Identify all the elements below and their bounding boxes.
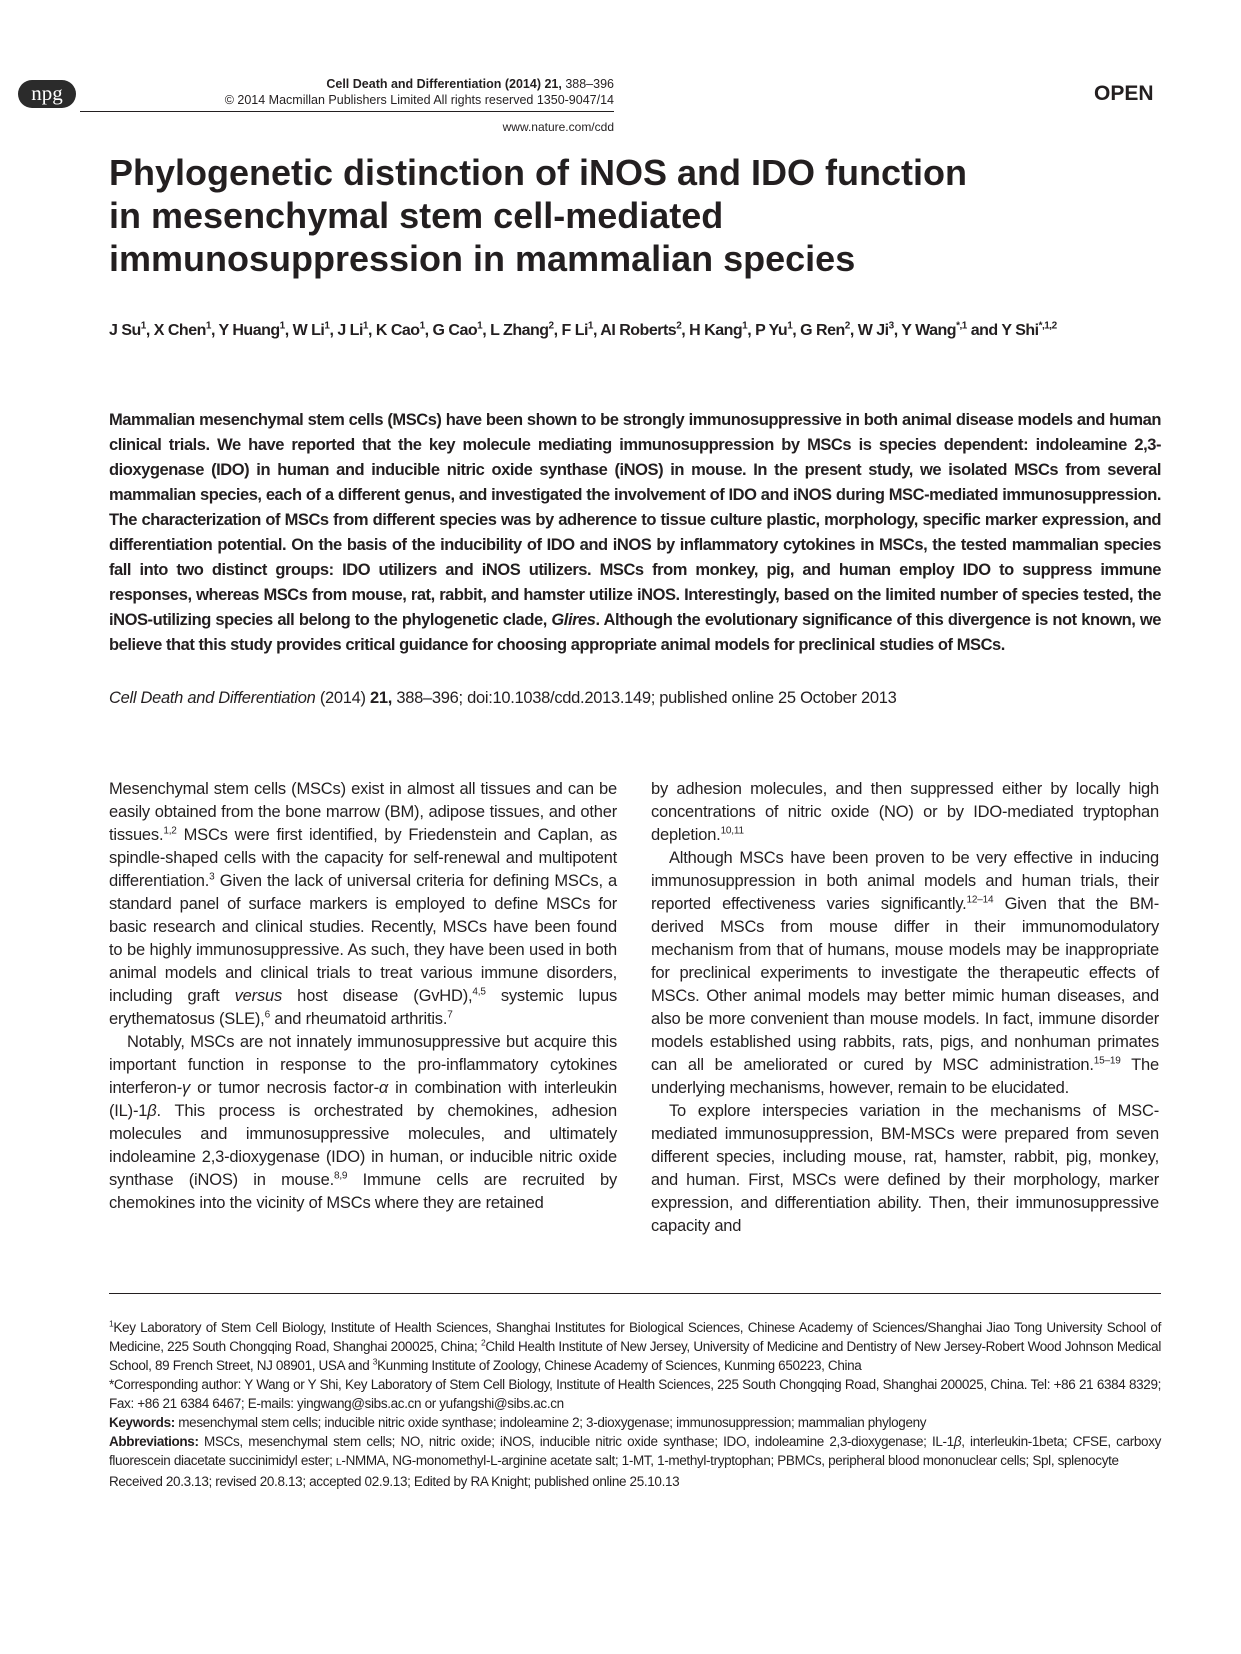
abstract-italic-term: Glires bbox=[551, 611, 596, 629]
author-affiliation-marker: 1 bbox=[587, 320, 593, 332]
italic-term: versus bbox=[234, 987, 283, 1005]
received-dates: Received 20.3.13; revised 20.8.13; accepted 02.9.13; Edited by RA Knight; published online 25.10.13 bbox=[109, 1474, 680, 1489]
author-name: G Ren bbox=[800, 322, 845, 339]
small-caps-letter: L bbox=[335, 1456, 342, 1468]
author-name: F Li bbox=[561, 322, 588, 339]
author-name: K Cao bbox=[375, 322, 420, 339]
affiliation-text: Child Health Institute of New Jersey, University of Medicine and Dentistry of New Jersey-Robert Wood Johnson Medical School, 89 French Street, NJ 08901, USA and bbox=[109, 1339, 1161, 1373]
abstract-text-end: . Although the evolutionary significance of this divergence is not known, we believe that this study provides critical guidance for choosing appropriate animal models for preclinical studies of MSCs. bbox=[109, 611, 1161, 654]
footnote-rule bbox=[109, 1293, 1161, 1294]
text-run: To explore interspecies variation in the mechanisms of MSC-mediated immunosuppression, BM-MSCs were prepared from seven different species, including mouse, rat, hamster, rabbit, pig, monkey, and human. First, MSCs were defined by their morphology, marker expression, and differentiation ability. Then, their immunosuppressive capacity and bbox=[651, 1102, 1159, 1235]
greek-symbol: β bbox=[147, 1102, 157, 1120]
body-column-left bbox=[109, 778, 617, 1215]
author-affiliation-marker: 1 bbox=[419, 320, 425, 332]
text-run: Although MSCs have been proven to be very effective in inducing immunosuppression in both animal models and human trials, their reported effectiveness varies significantly. bbox=[651, 849, 1159, 913]
title-line-3: immunosuppression in mammalian species bbox=[109, 238, 856, 279]
author-conjunction: and bbox=[966, 322, 1002, 339]
abbreviations-text: MSCs, mesenchymal stem cells; NO, nitric oxide; iNOS, inducible nitric oxide synthase; IDO, indoleamine 2,3-dioxygenase; IL-1 bbox=[198, 1434, 954, 1449]
reference-superscript[interactable]: 4,5 bbox=[472, 986, 486, 998]
abbreviations-label: Abbreviations: bbox=[109, 1434, 199, 1449]
body-paragraph bbox=[109, 1031, 617, 1215]
title-line-2: in mesenchymal stem cell-mediated bbox=[109, 195, 724, 236]
corresponding-author: *Corresponding author: Y Wang or Y Shi, Key Laboratory of Stem Cell Biology, Institute of Health Sciences, 225 South Chongqing Road, Shanghai 200025, China. Tel: +86 21 6384 8329; Fax: +86 21 6384 6467; E-mails: yingwang@sibs.ac.cn or yufangshi@sibs.ac.cn bbox=[109, 1377, 1161, 1411]
author-name: W Ji bbox=[857, 322, 889, 339]
keywords bbox=[109, 1413, 1161, 1432]
header-rule bbox=[80, 111, 614, 112]
author-affiliation-marker: 1 bbox=[787, 320, 793, 332]
affiliation-text: Key Laboratory of Stem Cell Biology, Institute of Health Sciences, Shanghai Institutes for Biological Sciences, Chinese Academy of Sciences/Shanghai Jiao Tong University School of Medicine, 225 South Chongqing Road, Shanghai 200025, China; bbox=[109, 1320, 1161, 1354]
text-run: MSCs were first identified, by Friedenstein and Caplan, as spindle-shaped cells with the capacity for self-renewal and multipotent differentiation. bbox=[109, 826, 617, 890]
author-name: P Yu bbox=[755, 322, 788, 339]
text-run: Given that the BM-derived MSCs from mouse differ in their immunomodulatory mechanism from that of humans, mouse models may be inappropriate for preclinical experiments to investigate the therapeutic effects of MSCs. Other animal models may better mimic human diseases, and also be more convenient than mouse models. In fact, immune disorder models established using rabbits, rats, pigs, and nonhuman primates can all be ameliorated or cured by MSC administration. bbox=[651, 895, 1159, 1074]
author-affiliation-marker: 1 bbox=[362, 320, 368, 332]
author-affiliation-marker: 1 bbox=[477, 320, 483, 332]
footnotes bbox=[109, 1318, 1161, 1491]
citation-journal: Cell Death and Differentiation bbox=[109, 689, 316, 707]
greek-symbol: β bbox=[953, 1434, 962, 1449]
journal-citation-line bbox=[225, 76, 614, 92]
keywords-text: mesenchymal stem cells; inducible nitric oxide synthase; indoleamine 2; 3-dioxygenase; immunosuppression; mammalian phylogeny bbox=[174, 1415, 927, 1430]
article-citation bbox=[109, 686, 1161, 710]
reference-superscript[interactable]: 15–19 bbox=[1093, 1055, 1121, 1067]
title-line-1: Phylogenetic distinction of iNOS and IDO function bbox=[109, 152, 968, 193]
journal-header bbox=[225, 76, 614, 108]
article-title bbox=[109, 151, 1109, 280]
body-paragraph bbox=[651, 847, 1159, 1100]
author-affiliation-marker: 2 bbox=[548, 320, 554, 332]
body-paragraph bbox=[651, 1100, 1159, 1238]
author-name: G Cao bbox=[432, 322, 478, 339]
npg-logo bbox=[18, 80, 76, 108]
author-list: J Su$^1$, X Chen$^1$, Y Huang$^1$, W Li$^1$, J Li$^1$, K Cao$^1$, G Cao$^1$, L Zhang$^2$, F Li$^1$, AI Roberts$^2$, H Kang$^1$, P Yu$^1$, G Ren$^2$, W Ji$^3$, Y Wang$^{*,1}$ and Y Shi$^{*,1,2}$ bbox=[109, 320, 1057, 339]
author-name: Y Huang bbox=[218, 322, 280, 339]
text-run: Immune cells are recruited by chemokines into the vicinity of MSCs where they are retained bbox=[109, 1171, 617, 1212]
author-affiliation-marker: 2 bbox=[844, 320, 850, 332]
abbreviations-text: , interleukin-1beta; CFSE, carboxy fluorescein diacetate succinimidyl ester; bbox=[109, 1434, 1162, 1468]
body-paragraph bbox=[651, 778, 1159, 847]
author-name: J Li bbox=[337, 322, 363, 339]
text-run: in combination with interleukin (IL)-1 bbox=[109, 1079, 617, 1120]
greek-symbol: α bbox=[378, 1079, 389, 1097]
author-affiliation-marker: 1 bbox=[205, 320, 211, 332]
author-name: X Chen bbox=[153, 322, 206, 339]
body-column-right bbox=[651, 778, 1159, 1238]
abbreviations bbox=[109, 1432, 1161, 1472]
author-affiliation-marker: 1 bbox=[324, 320, 330, 332]
author-affiliation-marker: 1 bbox=[140, 320, 146, 332]
body-paragraph bbox=[109, 778, 617, 1031]
text-run: The underlying mechanisms, however, remain to be elucidated. bbox=[651, 1056, 1159, 1097]
affiliation-marker: 1 bbox=[109, 1318, 114, 1329]
author-name: L Zhang bbox=[490, 322, 549, 339]
author-name: Y Shi bbox=[1001, 322, 1039, 339]
reference-superscript[interactable]: 10,11 bbox=[720, 825, 744, 837]
abstract-text: Mammalian mesenchymal stem cells (MSCs) have been shown to be strongly immunosuppressive in both animal disease models and human clinical trials. We have reported that the key molecule mediating immunosuppression by MSCs is species dependent: indoleamine 2,3-dioxygenase (IDO) in human and inducible nitric oxide synthase (iNOS) in mouse. In the present study, we isolated MSCs from several mammalian species, each of a different genus, and investigated the involvement of IDO and iNOS during MSC-mediated immunosuppression. The characterization of MSCs from different species was by adherence to tissue culture plastic, morphology, specific marker expression, and differentiation potential. On the basis of the inducibility of IDO and iNOS by inflammatory cytokines in MSCs, the tested mammalian species fall into two distinct groups: IDO utilizers and iNOS utilizers. MSCs from monkey, pig, and human employ IDO to suppress immune responses, whereas MSCs from mouse, rat, rabbit, and hamster utilize iNOS. Interestingly, based on the limited number of species tested, the iNOS-utilizing species all belong to the phylogenetic clade, bbox=[109, 411, 1161, 629]
open-access-label: OPEN bbox=[1094, 82, 1154, 105]
abstract bbox=[109, 408, 1161, 658]
text-run: . This process is orchestrated by chemokines, adhesion molecules and immunosuppressive molecules, and ultimately indoleamine 2,3-dioxygenase (IDO) in human, or inducible nitric oxide synthase (iNOS) in mouse. bbox=[109, 1102, 617, 1189]
keywords-label: Keywords: bbox=[109, 1415, 175, 1430]
author-name: J Su bbox=[109, 322, 141, 339]
reference-superscript[interactable]: 6 bbox=[264, 1009, 270, 1021]
author-affiliation-marker: *,1 bbox=[956, 320, 967, 332]
reference-superscript[interactable]: 1,2 bbox=[163, 825, 177, 837]
reference-superscript[interactable]: 7 bbox=[447, 1009, 453, 1021]
text-run: or tumor necrosis factor- bbox=[190, 1079, 379, 1097]
greek-symbol: γ bbox=[182, 1079, 191, 1097]
author-affiliation-marker: 1 bbox=[742, 320, 748, 332]
text-run: host disease (GvHD), bbox=[282, 987, 473, 1005]
copyright-line: © 2014 Macmillan Publishers Limited All rights reserved 1350-9047/14 bbox=[224, 93, 614, 107]
author-affiliation-marker: 3 bbox=[888, 320, 894, 332]
citation-year: (2014) bbox=[319, 689, 366, 707]
author-name: H Kang bbox=[689, 322, 743, 339]
logo-text: npg bbox=[31, 81, 63, 105]
affiliation-marker: 3 bbox=[372, 1356, 378, 1367]
affiliation-marker: 2 bbox=[481, 1337, 486, 1348]
reference-superscript[interactable]: 3 bbox=[209, 871, 215, 883]
citation-details: 388–396; doi:10.1038/cdd.2013.149; published online 25 October 2013 bbox=[396, 689, 897, 707]
journal-name: Cell Death and Differentiation (2014) 21, bbox=[326, 77, 562, 91]
journal-pages: 388–396 bbox=[565, 77, 614, 91]
text-run: systemic lupus erythematosus (SLE), bbox=[109, 987, 617, 1028]
text-run: by adhesion molecules, and then suppressed either by locally high concentrations of nitric oxide (NO) or by IDO-mediated tryptophan depletion. bbox=[651, 780, 1159, 844]
text-run: Mesenchymal stem cells (MSCs) exist in almost all tissues and can be easily obtained from the bone marrow (BM), adipose tissues, and other tissues. bbox=[109, 780, 617, 844]
author-affiliation-marker: *,1,2 bbox=[1038, 320, 1057, 332]
author-name: Y Wang bbox=[901, 322, 957, 339]
abbreviations-text: -NMMA, NG-monomethyl-L-arginine acetate salt; 1-MT, 1-methyl-tryptophan; PBMCs, peripheral blood mononuclear cells; Spl, splenocyte bbox=[341, 1453, 1119, 1468]
author-name: AI Roberts bbox=[600, 322, 677, 339]
author-affiliation-marker: 1 bbox=[279, 320, 285, 332]
reference-superscript[interactable]: 8,9 bbox=[333, 1170, 348, 1182]
author-name: W Li bbox=[292, 322, 325, 339]
author-affiliation-marker: 2 bbox=[676, 320, 682, 332]
text-run: Given the lack of universal criteria for defining MSCs, a standard panel of surface markers is employed to define MSCs for basic research and clinical studies. Recently, MSCs have been found to be highly immunosuppressive. As such, they have been used in both animal models and clinical trials to treat various immune disorders, including graft bbox=[109, 872, 617, 1005]
reference-superscript[interactable]: 12–14 bbox=[966, 894, 994, 906]
text-run: and rheumatoid arthritis. bbox=[269, 1010, 448, 1028]
citation-volume: 21, bbox=[370, 689, 393, 707]
journal-website-link[interactable]: www.nature.com/cdd bbox=[502, 120, 614, 134]
text-run: Notably, MSCs are not innately immunosuppressive but acquire this important function in response to the pro-inflammatory cytokines interferon- bbox=[109, 1033, 617, 1097]
affiliations bbox=[109, 1318, 1161, 1375]
affiliation-text: Kunming Institute of Zoology, Chinese Academy of Sciences, Kunming 650223, China bbox=[377, 1358, 862, 1373]
